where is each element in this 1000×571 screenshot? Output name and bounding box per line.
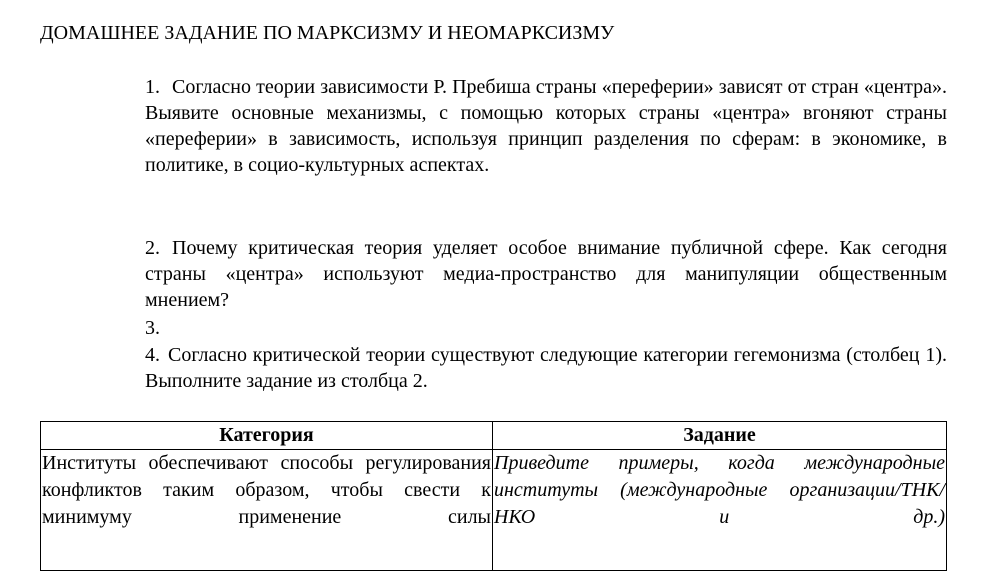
table-row [41,450,947,571]
column-header-assignment: Задание [493,422,947,450]
task-number: 3. [145,317,160,339]
task-item-4 [145,342,947,394]
task-text: Согласно критической теории существуют следующие категории гегемонизма (столбец 1). Выполните задание из столбца 2. [145,344,947,392]
homework-table [40,421,947,571]
page-title: ДОМАШНЕЕ ЗАДАНИЕ ПО МАРКСИЗМУ И НЕОМАРКСИЗМУ [40,22,615,44]
task-number: 4. [145,344,160,366]
table-header-row [41,422,947,450]
column-header-category: Категория [41,422,493,450]
task-item-3 [145,315,947,341]
task-item-1 [145,74,947,178]
task-text: Согласно теории зависимости Р. Пребиша страны «переферии» зависят от стран «центра». Выявите основные механизмы, с помощью которых страны «центра» вгоняют страны «переферии» в зависимость, используя принцип разделения по сферам: в экономике, в политике, в социо-культурных аспектах. [145,76,947,176]
task-number: 1. [145,76,160,98]
assignment-cell: Приведите примеры, когда международные институты (международные организации/ТНК/НКО и др.) [493,450,947,571]
task-number: 2. [145,237,160,259]
task-item-2 [145,235,947,313]
task-text: Почему критическая теория уделяет особое внимание публичной сфере. Как сегодня страны «центра» используют медиа-пространство для манипуляции общественным мнением? [145,237,947,311]
category-cell: Институты обеспечивают способы регулирования конфликтов таким образом, чтобы свести к минимуму применение силы [41,450,493,571]
